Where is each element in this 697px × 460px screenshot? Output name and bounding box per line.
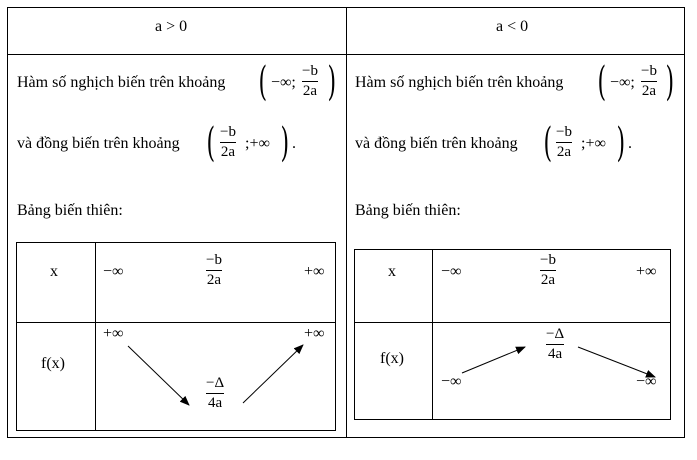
right-interval2-open-paren: ( <box>543 120 553 166</box>
left-interval2-right: ;+∞ <box>245 135 270 152</box>
right-f-label: f(x) <box>380 350 404 367</box>
right-table-caption: Bảng biến thiên: <box>355 202 461 219</box>
left-line1-text: Hàm số nghịch biến trên khoảng <box>17 74 226 91</box>
header-a-positive: a > 0 <box>155 18 188 35</box>
left-x-label: x <box>50 263 58 280</box>
right-interval1-den: 2a <box>641 83 657 99</box>
left-x-left: −∞ <box>103 263 124 280</box>
left-interval2-den: 2a <box>220 144 236 160</box>
right-interval2-den: 2a <box>556 144 572 160</box>
left-interval2-num: −b <box>220 124 236 140</box>
left-interval1-close-paren: ) <box>327 59 337 105</box>
left-x-num: −b <box>206 252 222 268</box>
left-x-den: 2a <box>206 272 222 288</box>
left-line2-text: và đồng biến trên khoảng <box>17 135 180 152</box>
right-interval1-open-paren: ( <box>597 59 607 105</box>
right-x-den: 2a <box>540 272 556 288</box>
left-x-right: +∞ <box>304 263 325 280</box>
right-f-bottom-right: −∞ <box>636 373 657 390</box>
left-interval1-num: −b <box>302 63 318 79</box>
right-interval2-close-paren: ) <box>616 120 626 166</box>
left-f-top-right: +∞ <box>304 325 325 342</box>
right-x-right: +∞ <box>636 263 657 280</box>
right-f-max-den: 4a <box>547 346 563 362</box>
left-interval1-open-paren: ( <box>258 59 268 105</box>
left-end-dot: . <box>292 135 296 152</box>
right-x-num: −b <box>540 252 556 268</box>
left-interval2-close-paren: ) <box>280 120 290 166</box>
left-f-label: f(x) <box>41 355 65 372</box>
left-table-caption: Bảng biến thiên: <box>17 202 123 219</box>
header-a-negative: a < 0 <box>496 18 529 35</box>
right-interval2-num: −b <box>556 124 572 140</box>
right-interval1-left: −∞; <box>610 74 635 91</box>
right-interval2-right: ;+∞ <box>581 135 606 152</box>
right-x-label: x <box>388 263 396 280</box>
left-f-min-den: 4a <box>207 395 223 411</box>
left-interval2-open-paren: ( <box>206 120 216 166</box>
left-increasing-arrow <box>243 345 303 403</box>
left-decreasing-arrow <box>128 346 189 405</box>
left-f-min-num: −Δ <box>206 375 225 391</box>
right-increasing-arrow <box>462 347 525 373</box>
right-interval1-num: −b <box>641 63 657 79</box>
right-interval1-close-paren: ) <box>665 59 675 105</box>
right-line1-text: Hàm số nghịch biến trên khoảng <box>355 74 564 91</box>
right-end-dot: . <box>628 135 632 152</box>
right-x-left: −∞ <box>441 263 462 280</box>
right-f-bottom-left: −∞ <box>441 373 462 390</box>
left-f-top-left: +∞ <box>103 325 124 342</box>
right-decreasing-arrow <box>578 347 655 377</box>
left-interval1-left: −∞; <box>271 74 296 91</box>
right-f-max-num: −Δ <box>546 326 565 342</box>
left-interval1-den: 2a <box>302 83 318 99</box>
right-line2-text: và đồng biến trên khoảng <box>355 135 518 152</box>
